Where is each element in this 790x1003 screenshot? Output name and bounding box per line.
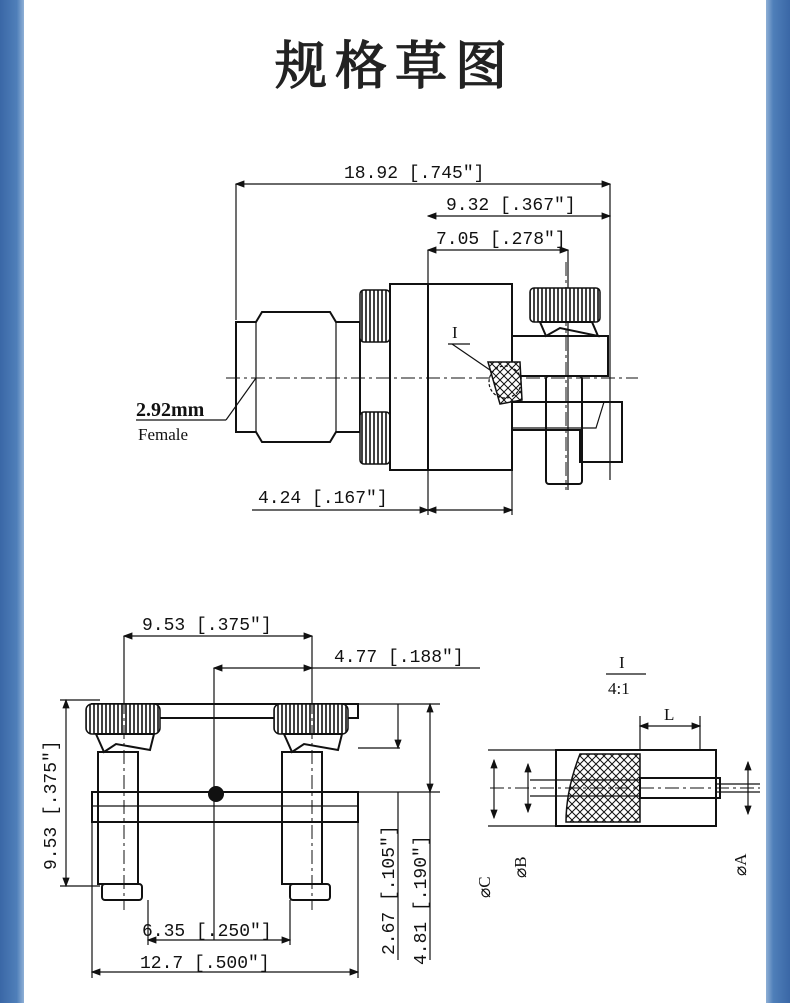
center-pin: [208, 786, 224, 802]
detail-dim-C: ⌀C: [475, 876, 494, 898]
dim-4-24: 4.24 [.167″]: [258, 489, 388, 509]
front-view: [42, 616, 480, 978]
detail-callout-label: I: [452, 323, 458, 342]
dim-front-9-53: 9.53 [.375″]: [142, 616, 272, 636]
dim-front-4-81: 4.81 [.190″]: [412, 835, 432, 965]
detail-scale: 4:1: [608, 679, 630, 698]
dim-overall-length: 18.92 [.745″]: [344, 164, 485, 184]
dim-front-6-35: 6.35 [.250″]: [142, 922, 272, 942]
connector-gender-label: Female: [138, 425, 189, 444]
detail-dim-A: ⌀A: [731, 853, 750, 876]
side-view: [136, 164, 638, 515]
detail-dim-B: ⌀B: [511, 856, 530, 878]
connector-type-label: 2.92mm: [136, 399, 205, 421]
dim-front-height-9-53: 9.53 [.375″]: [42, 740, 62, 870]
dim-7-05: 7.05 [.278″]: [436, 230, 566, 250]
dim-front-4-77: 4.77 [.188″]: [334, 648, 464, 668]
dim-front-2-67: 2.67 [.105″]: [380, 825, 400, 955]
detail-label: I: [619, 653, 625, 672]
detail-view: [475, 653, 760, 898]
dim-front-12-7: 12.7 [.500″]: [140, 954, 270, 974]
page-title: 规格草图: [274, 37, 515, 97]
detail-dim-L: L: [664, 705, 675, 724]
dim-9-32: 9.32 [.367″]: [446, 196, 576, 216]
